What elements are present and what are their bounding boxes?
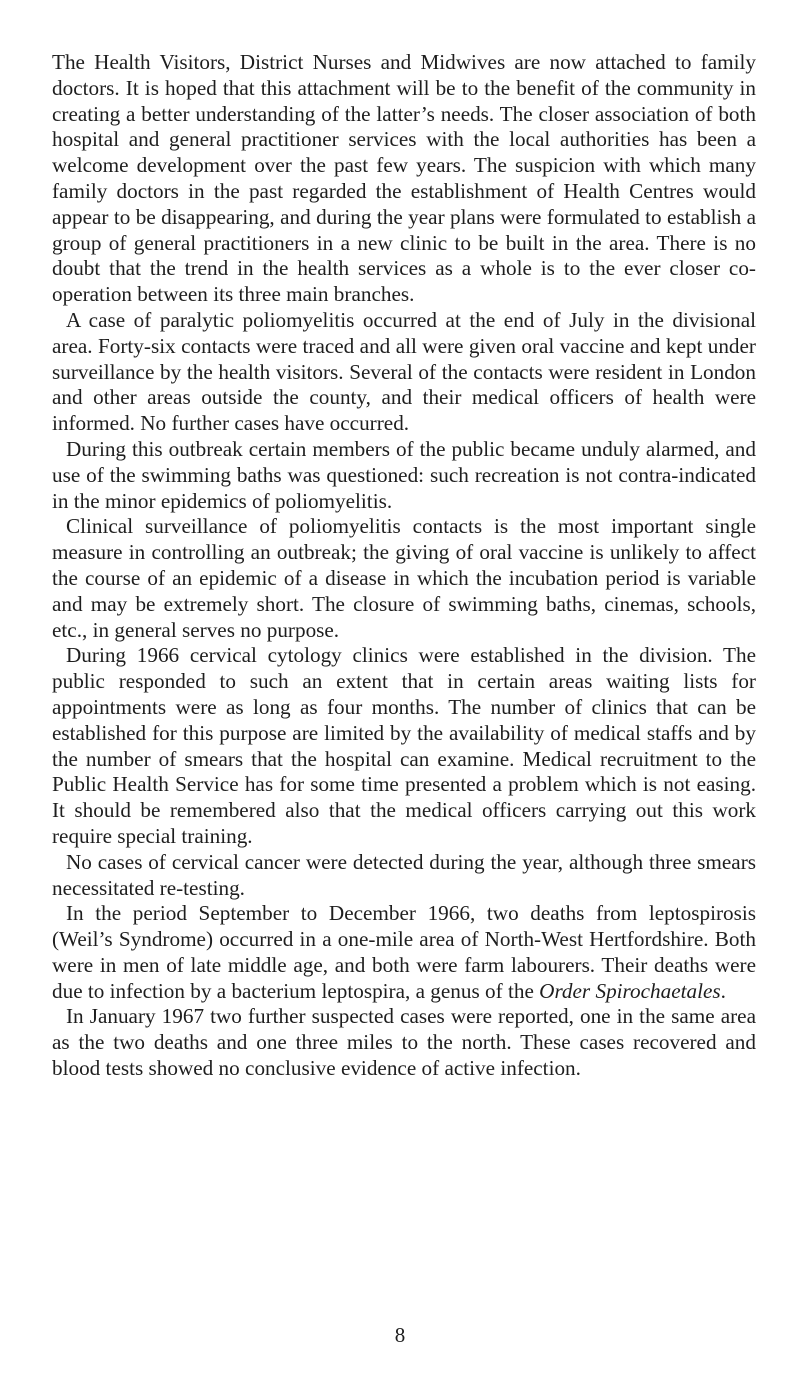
paragraph-poliomyelitis-case: A case of paralytic poliomyelitis occurred at the end of July in the divisional area. Forty-six contacts were traced and all were given oral vaccine and kept under surveillance by the health visitors. Several of the contacts were resident in London and other areas outside the county, and their medical officers of health were informed. No further cases have occurred. xyxy=(52,307,756,436)
paragraph-january-1967: In January 1967 two further suspected cases were reported, one in the same area as the two deaths and one three miles to the north. These cases recovered and blood tests showed no conclusive evidence of active infection. xyxy=(52,1004,756,1081)
paragraph-clinical-surveillance: Clinical surveillance of poliomyelitis contacts is the most important single measure in controlling an outbreak; the giving of oral vaccine is unlikely to affect the course of an epidemic of a disease in which the incubation period is variable and may be extremely short. The closure of swimming baths, cinemas, schools, etc., in general serves no purpose. xyxy=(52,514,756,642)
leptospirosis-order-italic: Order Spirochaetales xyxy=(539,978,721,1003)
page-number: 8 xyxy=(394,1323,406,1347)
paragraph-cervical-cancer: No cases of cervical cancer were detected during the year, although three smears necessitated re-testing. xyxy=(52,849,756,900)
leptospirosis-text-before: In the period September to December 1966, two deaths from leptospirosis (Weil’s Syndrome) occurred in a one-mile area of North-West Hertfordshire. Both were in men of late middle age, and both were farm labourers. Their deaths were due to infection by a bacterium leptospira, a genus of the xyxy=(52,901,756,1003)
leptospirosis-text-after: . xyxy=(720,978,726,1003)
document-body xyxy=(52,50,756,1082)
paragraph-swimming-baths: During this outbreak certain members of the public became unduly alarmed, and use of the swimming baths was questioned: such recreation is not contra-indicated in the minor epidemics of poliomyelitis. xyxy=(52,436,756,513)
paragraph-health-visitors: The Health Visitors, District Nurses and Midwives are now attached to family doctors. It is hoped that this attachment will be to the benefit of the community in creating a better understanding of the latter’s needs. The closer association of both hospital and general practitioner services with the local authorities has been a welcome development over the past few years. The suspicion with which many family doctors in the past regarded the establishment of Health Centres would appear to be disappearing, and during the year plans were formulated to establish a group of general practitioners in a new clinic to be built in the area. There is no doubt that the trend in the health services as a whole is to the ever closer co-operation between its three main branches. xyxy=(52,50,756,307)
paragraph-cervical-cytology: During 1966 cervical cytology clinics were established in the division. The public responded to such an extent that in certain areas waiting lists for appointments were as long as four months. The number of clinics that can be established for this purpose are limited by the availability of medical staffs and by the number of smears that the hospital can examine. Medical recruitment to the Public Health Service has for some time presented a problem which is not easing. It should be remembered also that the medical officers carrying out this work require special training. xyxy=(52,643,756,848)
paragraph-leptospirosis xyxy=(52,901,756,1004)
